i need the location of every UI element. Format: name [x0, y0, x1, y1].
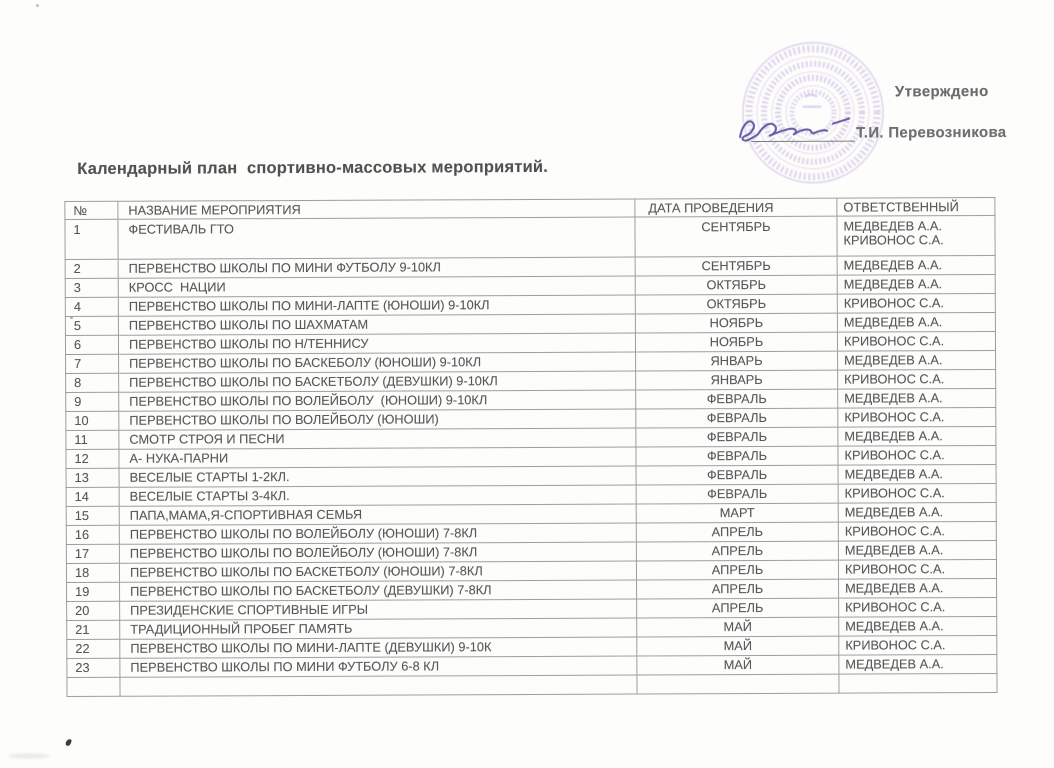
cell-name: СМОТР СТРОЯ И ПЕСНИ [119, 428, 636, 449]
cell-num: 5 [65, 316, 118, 335]
cell-name: ПЕРВЕНСТВО ШКОЛЫ ПО БАСКЕТБОЛУ (ДЕВУШКИ) 9-10КЛ [119, 371, 636, 392]
cell-name: ТРАДИЦИОННЫЙ ПРОБЕГ ПАМЯТЬ [120, 618, 637, 639]
cell-name: ПЕРВЕНСТВО ШКОЛЫ ПО МИНИ-ЛАПТЕ (ЮНОШИ) 9-10КЛ [118, 295, 635, 316]
header-name: НАЗВАНИЕ МЕРОПРИЯТИЯ [118, 199, 635, 219]
header-date: ДАТА ПРОВЕДЕНИЯ [635, 198, 837, 217]
cell-num: 10 [66, 411, 119, 430]
cell-num: 19 [67, 582, 120, 601]
cell-date: МАЙ [637, 617, 839, 637]
cell-resp: МЕДВЕДЕВ А.А. [838, 388, 996, 408]
approved-label: Утверждено [894, 82, 989, 101]
cell-resp: КРИВОНОС С.А. [837, 331, 995, 351]
cell-num: 23 [67, 658, 120, 677]
cell-resp: КРИВОНОС С.А. [837, 293, 995, 313]
signature-line [751, 126, 855, 142]
cell-date: МАЙ [637, 636, 839, 656]
cell-resp: МЕДВЕДЕВ А.А. [838, 464, 996, 484]
cell-num: 11 [66, 430, 119, 449]
events-table [64, 197, 997, 697]
cell-date: ЯНВАРЬ [636, 351, 838, 371]
cell-resp: КРИВОНОС С.А. [839, 597, 997, 617]
cell-date: ФЕВРАЛЬ [636, 408, 838, 428]
events-table-body [65, 215, 997, 696]
cell-date: АПРЕЛЬ [636, 522, 838, 542]
cell-resp: КРИВОНОС С.А. [838, 483, 996, 503]
cell-date: АПРЕЛЬ [637, 598, 839, 618]
cell-resp: КРИВОНОС С.А. [838, 521, 996, 541]
cell-num: 2 [65, 259, 118, 278]
cell-name: ПЕРВЕНСТВО ШКОЛЫ ПО ВОЛЕЙБОЛУ (ЮНОШИ) 7-8КЛ [119, 542, 636, 563]
cell-name: ПЕРВЕНСТВО ШКОЛЫ ПО ШАХМАТАМ [118, 314, 635, 335]
cell-num: 8 [66, 373, 119, 392]
cell-num: 21 [67, 620, 120, 639]
cell-name: А- НУКА-ПАРНИ [119, 447, 636, 468]
cell-num [67, 677, 120, 696]
cell-name: ПЕРВЕНСТВО ШКОЛЫ ПО БАСКЕТБОЛУ (ДЕВУШКИ) 7-8КЛ [120, 580, 637, 601]
scan-speck-top [36, 4, 39, 7]
cell-name: ПЕРВЕНСТВО ШКОЛЫ ПО МИНИ ФУТБОЛУ 6-8 КЛ [120, 656, 637, 677]
cell-date: ЯНВАРЬ [636, 370, 838, 390]
cell-resp: МЕДВЕДЕВ А.А. КРИВОНОС С.А. [837, 215, 995, 256]
cell-resp: МЕДВЕДЕВ А.А. [837, 255, 995, 275]
cell-num: 13 [66, 468, 119, 487]
cell-date: АПРЕЛЬ [637, 579, 839, 599]
cell-num: 16 [66, 525, 119, 544]
cell-resp: КРИВОНОС С.А. [839, 635, 997, 655]
cell-num: 3 [65, 278, 118, 297]
cell-resp: КРИВОНОС С.А. [838, 407, 996, 427]
cell-num: 17 [66, 544, 119, 563]
signature-row [751, 124, 1006, 142]
cell-name: ПЕРВЕНСТВО ШКОЛЫ ПО МИНИ-ЛАПТЕ (ДЕВУШКИ) 9-10К [120, 637, 637, 658]
cell-resp: МЕДВЕДЕВ А.А. [837, 274, 995, 294]
cell-date: НОЯБРЬ [635, 313, 837, 333]
cell-name: ПЕРВЕНСТВО ШКОЛЫ ПО ВОЛЕЙБОЛУ (ЮНОШИ) 9-10КЛ [119, 390, 636, 411]
cell-date: ФЕВРАЛЬ [636, 484, 838, 504]
cell-resp: КРИВОНОС С.А. [838, 369, 996, 389]
cell-name: ПЕРВЕНСТВО ШКОЛЫ ПО БАСКЕТБОЛУ (ЮНОШИ) 7-8КЛ [119, 561, 636, 582]
cell-date: СЕНТЯБРЬ [635, 216, 837, 257]
cell-name: ПЕРВЕНСТВО ШКОЛЫ ПО ВОЛЕЙБОЛУ (ЮНОШИ) 7-8КЛ [119, 523, 636, 544]
cell-num: 7 [66, 354, 119, 373]
cell-resp: МЕДВЕДЕВ А.А. [838, 350, 996, 370]
cell-resp: КРИВОНОС С.А. [838, 445, 996, 465]
cell-num: 9 [66, 392, 119, 411]
cell-name: ВЕСЕЛЫЕ СТАРТЫ 1-2КЛ. [119, 466, 636, 487]
cell-num: 6 [65, 335, 118, 354]
table-row [65, 215, 995, 259]
cell-num: 14 [66, 487, 119, 506]
cell-date: АПРЕЛЬ [636, 541, 838, 561]
cell-date: ФЕВРАЛЬ [636, 446, 838, 466]
cell-resp: МЕДВЕДЕВ А.А. [838, 426, 996, 446]
cell-date: СЕНТЯБРЬ [635, 256, 837, 276]
cell-num: 18 [66, 563, 119, 582]
scan-smudge [8, 753, 50, 759]
approver-name: Т.И. Перевозникова [856, 123, 1007, 142]
cell-date: НОЯБРЬ [635, 332, 837, 352]
cell-num: 4 [65, 297, 118, 316]
cell-resp: КРИВОНОС С.А. [838, 559, 996, 579]
cell-num: 12 [66, 449, 119, 468]
page-title: Календарный план спортивно-массовых мероприятий. [77, 157, 549, 178]
cell-name: ПЕРВЕНСТВО ШКОЛЫ ПО МИНИ ФУТБОЛУ 9-10КЛ [118, 257, 635, 278]
cell-resp: МЕДВЕДЕВ А.А. [839, 578, 997, 598]
cell-date: ОКТЯБРЬ [635, 275, 837, 295]
cell-resp [839, 673, 997, 693]
cell-date: АПРЕЛЬ [636, 560, 838, 580]
cell-resp: МЕДВЕДЕВ А.А. [839, 654, 997, 674]
cell-resp: МЕДВЕДЕВ А.А. [839, 616, 997, 636]
cell-date: ФЕВРАЛЬ [636, 465, 838, 485]
table-row [67, 673, 997, 696]
cell-name: ПРЕЗИДЕНСКИЕ СПОРТИВНЫЕ ИГРЫ [120, 599, 637, 620]
cell-num: 1 [65, 219, 118, 259]
cell-num: 20 [67, 601, 120, 620]
cell-num: 22 [67, 639, 120, 658]
cell-resp: МЕДВЕДЕВ А.А. [837, 312, 995, 332]
cell-resp: МЕДВЕДЕВ А.А. [838, 540, 996, 560]
scan-speck-mid [70, 317, 73, 319]
cell-date: ОКТЯБРЬ [635, 294, 837, 314]
cell-name: КРОСС НАЦИИ [118, 276, 635, 297]
cell-name: ПЕРВЕНСТВО ШКОЛЫ ПО ВОЛЕЙБОЛУ (ЮНОШИ) [119, 409, 636, 430]
cell-date: МАЙ [637, 655, 839, 675]
cell-date [637, 674, 839, 694]
header-num: № [65, 201, 118, 219]
cell-name: ПАПА,МАМА,Я-СПОРТИВНАЯ СЕМЬЯ [119, 504, 636, 525]
cell-num: 15 [66, 506, 119, 525]
cell-name: ПЕРВЕНСТВО ШКОЛЫ ПО Н/ТЕННИСУ [118, 333, 635, 354]
cell-date: ФЕВРАЛЬ [636, 389, 838, 409]
cell-resp: МЕДВЕДЕВ А.А. [838, 502, 996, 522]
cell-name: ВЕСЕЛЫЕ СТАРТЫ 3-4КЛ. [119, 485, 636, 506]
cell-name: ПЕРВЕНСТВО ШКОЛЫ ПО БАСКЕБОЛУ (ЮНОШИ) 9-10КЛ [119, 352, 636, 373]
cell-name [120, 675, 637, 696]
cell-date: ФЕВРАЛЬ [636, 427, 838, 447]
header-responsible: ОТВЕТСТВЕННЫЙ [837, 197, 995, 216]
cell-date: МАРТ [636, 503, 838, 523]
cell-name: ФЕСТИВАЛЬ ГТО [118, 217, 635, 259]
